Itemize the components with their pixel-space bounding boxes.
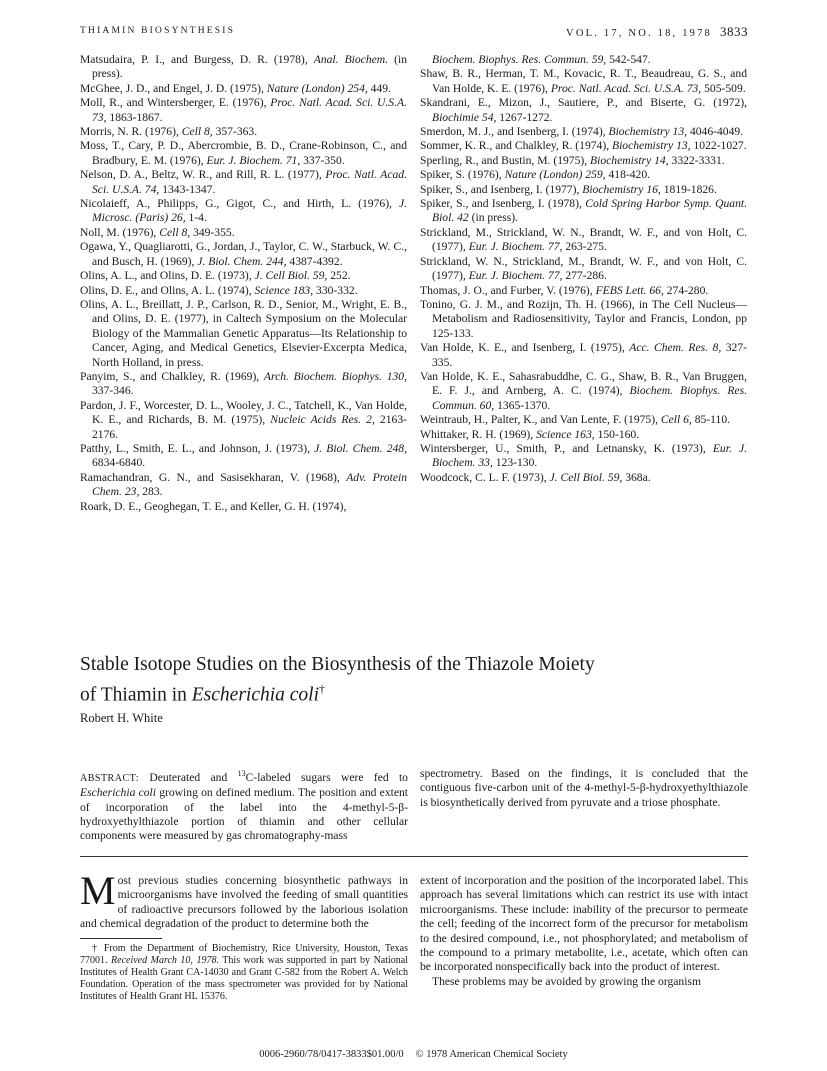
copyright: © 1978 American Chemical Society: [415, 1049, 568, 1060]
footnote: [80, 943, 408, 1003]
reference-authors: Nicolaieff, A., Philipps, G., Gigot, C., and Hirth, L. (1976),: [80, 197, 399, 211]
page-footer: [0, 1049, 827, 1060]
reference-journal: Eur. J. Biochem. 71,: [206, 153, 301, 167]
reference-authors: Roark, D. E., Geoghegan, T. E., and Keller, G. H. (1974),: [80, 499, 347, 513]
abstract-text-a: Deuterated and: [139, 770, 238, 784]
footnote-received: Received March 10, 1978.: [111, 954, 219, 966]
reference-pages: 349-355.: [190, 225, 235, 239]
reference-authors: Nelson, D. A., Beltz, W. R., and Rill, R. L. (1977),: [80, 168, 326, 182]
reference-authors: Matsudaira, P. I., and Burgess, D. R. (1978),: [80, 53, 314, 66]
reference-authors: Patthy, L., Smith, E. L., and Johnson, J. (1973),: [80, 441, 315, 455]
footnote-support: This work was supported in part by National Institutes of Health Grant CA-14030 and Grant C-582 from the Robert A. Welch Foundation. Operation of the mass spectrometer was provided for by National Institutes of Health Grant HL 15376.: [80, 954, 409, 1002]
reference-journal: J. Cell Biol. 59,: [254, 269, 328, 283]
reference-pages: 418-420.: [605, 168, 651, 182]
body-paragraph-1: extent of incorporation and the position of the incorporated label. This approach has several limitations which can restrict its use with intact microorganisms. These include: inability of the precursor to permeate the cell; feeding of the incorrect form of the precursor for metabolism to the desired compound, i.e., not phosphorylated; and metabolism of the compound to a primary metabolite, i.e., acetate, which often can be incorporated nonspecifically back into the product of interest.: [420, 874, 748, 974]
reference-journal: J. Microsc. (Paris) 26,: [92, 197, 407, 225]
reference-authors: Pardon, J. F., Worcester, D. L., Wooley, J. C., Tatchell, K., Van Holde, K. E., and Richards, B. M. (1975),: [80, 398, 407, 427]
reference-pages: 337-350.: [300, 153, 345, 167]
reference-entry: [80, 139, 407, 168]
reference-journal: FEBS Lett. 66,: [595, 283, 664, 297]
title-organism: Escherichia coli: [191, 684, 320, 706]
reference-journal: Biochemistry 16,: [582, 182, 661, 196]
reference-pages: 1819-1826.: [660, 182, 717, 196]
reference-authors: Ramachandran, G. N., and Sasisekharan, V. (1968),: [80, 470, 347, 484]
reference-entry: [80, 399, 407, 442]
reference-journal: Proc. Natl. Acad. Sci. U.S.A. 73,: [550, 81, 702, 95]
reference-journal: Science 163,: [536, 427, 595, 441]
reference-entry: [80, 284, 407, 298]
reference-pages: 1343-1347.: [159, 182, 216, 196]
reference-authors: Smerdon, M. J., and Isenberg, I. (1974),: [420, 125, 609, 139]
title-line-2: [80, 677, 748, 708]
reference-entry: [420, 139, 747, 153]
reference-entry: [420, 471, 747, 485]
reference-entry: [420, 96, 747, 125]
reference-authors: Sommer, K. R., and Chalkley, R. (1974),: [420, 139, 612, 153]
reference-pages: 277-286.: [562, 269, 607, 283]
reference-pages: 337-346.: [92, 384, 134, 398]
abstract-left: [80, 767, 408, 844]
reference-journal: Science 183,: [254, 283, 314, 297]
reference-authors: Spiker, S., and Isenberg, I. (1978),: [420, 197, 586, 211]
reference-journal: Adv. Protein Chem. 23,: [92, 470, 407, 499]
reference-pages: 85-110.: [691, 413, 731, 427]
reference-entry: [420, 413, 747, 427]
reference-authors: Wintersberger, U., Smith, P., and Letnansky, K. (1973),: [420, 441, 713, 455]
references-right-column: [420, 53, 747, 485]
reference-pages: 2163-2176.: [92, 413, 407, 441]
reference-pages: 505-509.: [701, 81, 746, 95]
reference-authors: Panyim, S., and Chalkley, R. (1969),: [80, 369, 264, 383]
reference-pages: 263-275.: [562, 240, 607, 254]
reference-journal: Eur. J. Biochem. 33,: [432, 441, 747, 470]
reference-entry: [80, 240, 407, 269]
reference-entry: [80, 197, 407, 226]
reference-authors: Van Holde, K. E., Sahasrabuddhe, C. G., Shaw, B. R., Van Bruggen, E. F. J., and Arnberg, A. C. (1974),: [420, 369, 747, 398]
reference-authors: McGhee, J. D., and Engel, J. D. (1975),: [80, 81, 267, 95]
reference-entry: [80, 298, 407, 370]
section-divider: [80, 856, 748, 857]
volume-issue: VOL. 17, NO. 18, 1978: [566, 28, 712, 39]
reference-entry: [420, 67, 747, 96]
reference-journal: Proc. Natl. Acad. Sci. U.S.A. 74,: [92, 168, 407, 196]
footnote-affiliation: † From the Department of Biochemistry, Rice University, Houston, Texas 77001.: [80, 942, 408, 966]
reference-journal: Biochemistry 13,: [608, 125, 688, 139]
reference-authors: Strickland, M., Strickland, W. N., Brandt, W. F., and von Holt, C. (1977),: [420, 225, 747, 254]
intro-paragraph: [80, 868, 408, 932]
reference-journal: Acc. Chem. Res. 8,: [629, 341, 722, 355]
title-line-2-text: of Thiamin in: [80, 684, 192, 706]
reference-journal: Cold Spring Harbor Symp. Quant. Biol. 42: [432, 197, 747, 225]
reference-authors: Skandrani, E., Mizon, J., Sautiere, P., and Biserte, G. (1972),: [420, 96, 747, 110]
reference-pages: 1022-1027.: [690, 139, 747, 153]
reference-journal: Arch. Biochem. Biophys. 130,: [263, 369, 407, 383]
reference-authors: Woodcock, C. L. F. (1973),: [420, 470, 550, 484]
reference-entry: [80, 82, 407, 96]
reference-pages: 1863-1867.: [106, 110, 163, 124]
journal-info: [566, 24, 748, 40]
reference-journal: Eur. J. Biochem. 77,: [468, 269, 563, 283]
reference-journal: Proc. Natl. Acad. Sci. U.S.A. 73,: [92, 96, 407, 124]
reference-authors: Tonino, G. J. M., and Rozijn, Th. H. (1966), in The Cell Nucleus—Metabolism and Radiosensitivity, Taylor and Francis, London, pp 125-133.: [420, 297, 747, 340]
reference-pages: 252.: [327, 269, 351, 283]
author-name: Robert H. White: [80, 711, 163, 725]
reference-authors: Thomas, J. O., and Furber, V. (1976),: [420, 283, 596, 297]
reference-authors: Olins, D. E., and Olins, A. L. (1974),: [80, 283, 255, 297]
reference-journal: Nature (London) 254,: [266, 81, 368, 95]
reference-entry: [80, 96, 407, 125]
reference-journal: J. Biol. Chem. 248,: [314, 441, 407, 455]
footnote-rule: [80, 938, 162, 939]
reference-pages: 542-547.: [606, 53, 651, 66]
reference-authors: Noll, M. (1976),: [80, 225, 160, 239]
reference-authors: Weintraub, H., Palter, K., and Van Lente, F. (1975),: [420, 413, 661, 427]
article-code: 0006-2960/78/0417-3833$01.00/0: [259, 1049, 404, 1060]
reference-pages: 6834-6840.: [92, 456, 146, 470]
reference-pages: 368a.: [622, 470, 651, 484]
reference-journal: Nucleic Acids Res. 2,: [270, 413, 375, 427]
reference-journal: Cell 6,: [660, 413, 692, 427]
reference-pages: 1267-1272.: [496, 110, 553, 124]
reference-authors: Spiker, S., and Isenberg, I. (1977),: [420, 182, 583, 196]
reference-pages: 1365-1370.: [494, 398, 551, 412]
reference-pages: 357-363.: [212, 125, 258, 139]
reference-authors: Sperling, R., and Bustin, M. (1975),: [420, 153, 591, 167]
reference-authors: Olins, A. L., and Olins, D. E. (1973),: [80, 269, 255, 283]
reference-entry: [420, 183, 747, 197]
reference-entry: [420, 298, 747, 341]
reference-entry: [80, 500, 407, 514]
reference-journal: Nature (London) 259,: [504, 168, 606, 182]
reference-entry: [420, 370, 747, 413]
reference-pages: (in press).: [468, 211, 518, 225]
page-number: 3833: [720, 24, 748, 39]
reference-entry: [80, 226, 407, 240]
reference-pages: 274-280.: [663, 283, 709, 297]
reference-pages: 327-335.: [432, 341, 748, 369]
reference-authors: Moss, T., Cary, P. D., Abercrombie, B. D., Crane-Robinson, C., and Bradbury, E. M. (1976),: [80, 139, 407, 167]
reference-entry: [420, 197, 747, 226]
reference-journal: Biochem. Biophys. Res. Commun. 59,: [432, 53, 607, 66]
reference-entry: [420, 255, 747, 284]
reference-authors: Whittaker, R. H. (1969),: [420, 427, 537, 441]
reference-entry: [420, 125, 747, 139]
reference-authors: Morris, N. R. (1976),: [80, 125, 182, 139]
reference-entry: [80, 168, 407, 197]
reference-entry: [420, 53, 747, 67]
reference-authors: Moll, R., and Wintersberger, E. (1976),: [80, 96, 271, 110]
reference-entry: [80, 442, 407, 471]
reference-entry: [80, 471, 407, 500]
reference-journal: Eur. J. Biochem. 77,: [468, 240, 563, 254]
reference-pages: 4046-4049.: [687, 125, 744, 139]
title-footnote-mark: †: [319, 682, 326, 696]
reference-pages: 4387-4392.: [286, 254, 343, 268]
reference-entry: [420, 284, 747, 298]
reference-authors: Spiker, S. (1976),: [420, 168, 505, 182]
intro-text: ost previous studies concerning biosynthetic pathways in microorganisms have involved the feeding of small quantities of radioactive precursors followed by the laborious isolation and chemical degradation of the product to determine both the: [80, 874, 408, 931]
running-title: THIAMIN BIOSYNTHESIS: [80, 26, 236, 36]
reference-entry: [80, 370, 407, 399]
reference-pages: 449.: [367, 81, 391, 95]
reference-entry: [420, 226, 747, 255]
reference-pages: 3322-3331.: [668, 153, 725, 167]
reference-journal: Biochimie 54,: [432, 110, 497, 124]
reference-journal: J. Biol. Chem. 244,: [197, 254, 287, 268]
reference-entry: [420, 168, 747, 182]
reference-authors: Van Holde, K. E., and Isenberg, I. (1975),: [420, 341, 630, 355]
title-line-1: Stable Isotope Studies on the Biosynthesis of the Thiazole Moiety: [80, 654, 595, 675]
reference-authors: Shaw, B. R., Herman, T. M., Kovacic, R. T., Beaudreau, G. S., and Van Holde, K. E. (1976),: [420, 67, 747, 95]
reference-journal: J. Cell Biol. 59,: [549, 470, 623, 484]
reference-authors: Olins, A. L., Breillatt, J. P., Carlson, R. D., Senior, M., Wright, E. B., and Olins, D. E. (1977), in Caltech Symposium on the Molecular Biology of the Mammalian Genetic Apparatus—Its Relationship to Cancer, Aging, and Medical Genetics, Elsevier-Excerpta Medica, North Holland, in press.: [80, 297, 407, 369]
reference-pages: 123-130.: [492, 456, 538, 470]
reference-journal: Biochemistry 14,: [590, 153, 669, 167]
reference-entry: [420, 341, 747, 370]
abstract-isotope-sup: 13: [237, 769, 246, 778]
reference-journal: Biochem. Biophys. Res. Commun. 60,: [432, 384, 747, 412]
abstract-label: ABSTRACT:: [80, 772, 140, 784]
abstract-organism: Escherichia coli: [80, 786, 156, 800]
abstract-text-b: C-labeled sugars were fed to: [245, 770, 408, 784]
abstract-right: spectrometry. Based on the findings, it is concluded that the contiguous five-carbon unit of the 4-methyl-5-β-hydroxyethylthiazole is biosynthetically derived from pyruvate and a triose phosphate.: [420, 767, 748, 809]
body-right-column: [420, 874, 748, 989]
reference-pages: 1-4.: [185, 211, 207, 225]
reference-journal: Cell 8,: [159, 225, 191, 239]
reference-pages: 330-332.: [313, 283, 358, 297]
reference-entry: [420, 154, 747, 168]
reference-entry: [420, 442, 747, 471]
abstract-text-c: growing on defined medium. The position and extent of incorporation of the label into the 4-methyl-5-β-hydroxyethylthiazole portion of thiamin and other cellular components were measured by gas chromatography-mass: [80, 786, 408, 843]
body-left-column: [80, 868, 409, 1003]
reference-entry: [80, 125, 407, 139]
reference-entry: [420, 428, 747, 442]
references-left-column: [80, 53, 407, 514]
reference-journal: Anal. Biochem.: [313, 53, 389, 66]
reference-pages: 283.: [139, 485, 163, 499]
reference-entry: [80, 53, 407, 82]
reference-authors: Strickland, W. N., Strickland, M., Brandt, W. F., and von Holt, C. (1977),: [420, 254, 747, 283]
reference-pages: (in press).: [92, 53, 407, 81]
article-title: [80, 653, 748, 708]
reference-authors: Ogawa, Y., Quagliarotti, G., Jordan, J., Taylor, C. W., Starbuck, W. C., and Busch, H. (1969),: [80, 240, 407, 268]
reference-entry: [80, 269, 407, 283]
reference-pages: 150-160.: [594, 427, 640, 441]
reference-journal: Biochemistry 13,: [612, 139, 691, 153]
running-header: [80, 22, 748, 40]
drop-cap: M: [80, 868, 116, 913]
reference-journal: Cell 8,: [181, 125, 213, 139]
body-paragraph-2: These problems may be avoided by growing the organism: [432, 974, 701, 988]
